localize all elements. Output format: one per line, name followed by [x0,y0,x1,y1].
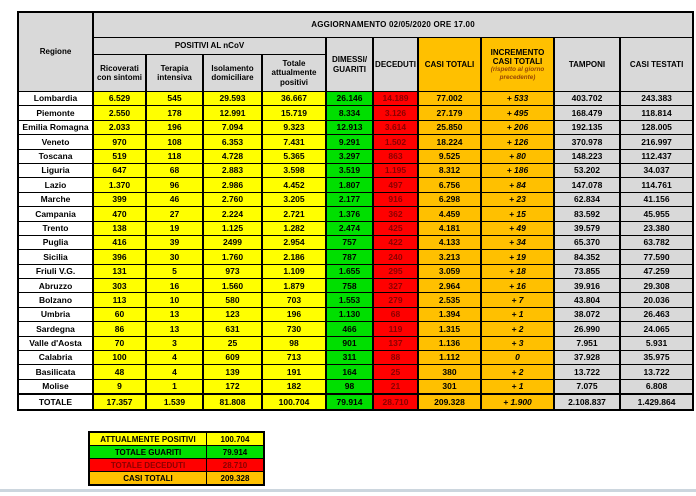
region-row [18,379,693,394]
cell-incremento: + 7 [481,293,554,307]
cell-casi-testati: 216.997 [620,135,693,149]
cell-terapia-intensiva: 27 [146,207,203,221]
cell-tamponi: 73.855 [554,264,620,278]
cell-incremento: + 533 [481,92,554,106]
region-row [18,250,693,264]
cell-deceduti: 362 [373,207,418,221]
cell-casi-testati: 29.308 [620,279,693,293]
cell-casi-totali: 2.964 [418,279,481,293]
cell-isolamento: 1.125 [203,221,262,235]
cell-terapia-intensiva: 178 [146,106,203,120]
region-row [18,178,693,192]
cell-incremento: + 3 [481,336,554,350]
cell-casi-totali: 77.002 [418,92,481,106]
cell-isolamento: 1.560 [203,279,262,293]
region-name: Toscana [18,149,93,163]
cell-terapia-intensiva: 39 [146,235,203,249]
cell-casi-testati: 5.931 [620,336,693,350]
cell-terapia-intensiva: 30 [146,250,203,264]
cell-isolamento: 123 [203,307,262,321]
cell-casi-totali: 27.179 [418,106,481,120]
cell-deceduti: 1.195 [373,163,418,177]
region-name: Trento [18,221,93,235]
legend-label: ATTUALMENTE POSITIVI [89,432,207,446]
cell-tamponi: 192.135 [554,120,620,134]
cell-dimessi-guariti: 2.474 [326,221,373,235]
cell-isolamento: 7.094 [203,120,262,134]
cell-totale-positivi: 2.186 [262,250,326,264]
cell-tamponi: 7.951 [554,336,620,350]
region-row [18,92,693,106]
cell-isolamento: 2.986 [203,178,262,192]
cell-totale-positivi: 3.205 [262,192,326,206]
cell-incremento: + 1.900 [481,394,554,409]
cell-ricoverati: 48 [93,365,146,379]
cell-ricoverati: 399 [93,192,146,206]
region-name: Valle d'Aosta [18,336,93,350]
cell-dimessi-guariti: 1.376 [326,207,373,221]
cell-dimessi-guariti: 1.807 [326,178,373,192]
cell-terapia-intensiva: 3 [146,336,203,350]
cell-incremento: + 18 [481,264,554,278]
legend-label: CASI TOTALI [89,472,207,486]
cell-deceduti: 425 [373,221,418,235]
cell-casi-testati: 114.761 [620,178,693,192]
region-name: Umbria [18,307,93,321]
region-row [18,279,693,293]
cell-isolamento: 2.883 [203,163,262,177]
cell-casi-testati: 20.036 [620,293,693,307]
region-name: Campania [18,207,93,221]
cell-terapia-intensiva: 1.539 [146,394,203,409]
region-name: Piemonte [18,106,93,120]
cell-casi-totali: 8.312 [418,163,481,177]
legend-label: TOTALE GUARITI [89,446,207,459]
cell-ricoverati: 86 [93,322,146,336]
region-name: Marche [18,192,93,206]
cell-deceduti: 497 [373,178,418,192]
cell-tamponi: 403.702 [554,92,620,106]
cell-casi-totali: 1.112 [418,351,481,365]
cell-deceduti: 3.614 [373,120,418,134]
cell-tamponi: 43.804 [554,293,620,307]
cell-tamponi: 39.579 [554,221,620,235]
region-name: Basilicata [18,365,93,379]
cell-deceduti: 21 [373,379,418,394]
cell-dimessi-guariti: 98 [326,379,373,394]
region-row [18,351,693,365]
cell-casi-testati: 45.955 [620,207,693,221]
region-row [18,149,693,163]
cell-totale-positivi: 15.719 [262,106,326,120]
region-name: Liguria [18,163,93,177]
cell-deceduti: 3.126 [373,106,418,120]
legend-row-attualmente-positivi [89,432,264,446]
cell-deceduti: 422 [373,235,418,249]
legend-value: 100.704 [207,432,265,446]
summary-legend [88,431,265,486]
cell-isolamento: 609 [203,351,262,365]
cell-ricoverati: 60 [93,307,146,321]
cell-dimessi-guariti: 466 [326,322,373,336]
cell-casi-testati: 34.037 [620,163,693,177]
legend-row-totale-guariti [89,446,264,459]
cell-isolamento: 2499 [203,235,262,249]
cell-ricoverati: 2.550 [93,106,146,120]
cell-deceduti: 295 [373,264,418,278]
region-row [18,293,693,307]
cell-tamponi: 148.223 [554,149,620,163]
region-row [18,322,693,336]
column-header-totale-positivi: Totale attualmente positivi [262,55,326,92]
region-name: Abruzzo [18,279,93,293]
cell-isolamento: 580 [203,293,262,307]
cell-terapia-intensiva: 5 [146,264,203,278]
cell-dimessi-guariti: 79.914 [326,394,373,409]
cell-terapia-intensiva: 108 [146,135,203,149]
cell-totale-positivi: 100.704 [262,394,326,409]
cell-dimessi-guariti: 311 [326,351,373,365]
cell-totale-positivi: 1.282 [262,221,326,235]
region-name: Veneto [18,135,93,149]
cell-ricoverati: 396 [93,250,146,264]
cell-ricoverati: 1.370 [93,178,146,192]
column-header-isolamento: Isolamento domiciliare [203,55,262,92]
cell-incremento: + 34 [481,235,554,249]
cell-terapia-intensiva: 13 [146,307,203,321]
cell-terapia-intensiva: 4 [146,365,203,379]
update-banner: AGGIORNAMENTO 02/05/2020 ORE 17.00 [93,12,693,38]
cell-tamponi: 38.072 [554,307,620,321]
cell-casi-testati: 23.380 [620,221,693,235]
cell-deceduti: 88 [373,351,418,365]
cell-totale-positivi: 1.109 [262,264,326,278]
region-name: Friuli V.G. [18,264,93,278]
cell-totale-positivi: 730 [262,322,326,336]
cell-casi-testati: 24.065 [620,322,693,336]
region-row [18,235,693,249]
cell-totale-positivi: 1.879 [262,279,326,293]
region-row [18,106,693,120]
cell-tamponi: 62.834 [554,192,620,206]
cell-dimessi-guariti: 1.130 [326,307,373,321]
cell-deceduti: 28.710 [373,394,418,409]
region-row [18,307,693,321]
cell-deceduti: 119 [373,322,418,336]
cell-casi-totali: 25.850 [418,120,481,134]
cell-casi-totali: 4.133 [418,235,481,249]
cell-ricoverati: 113 [93,293,146,307]
legend-value: 28.710 [207,459,265,472]
cell-totale-positivi: 713 [262,351,326,365]
cell-ricoverati: 303 [93,279,146,293]
cell-dimessi-guariti: 758 [326,279,373,293]
cell-deceduti: 863 [373,149,418,163]
cell-ricoverati: 2.033 [93,120,146,134]
cell-casi-totali: 1.136 [418,336,481,350]
cell-incremento: + 2 [481,365,554,379]
cell-casi-totali: 9.525 [418,149,481,163]
cell-totale-positivi: 2.954 [262,235,326,249]
column-header-ricoverati: Ricoverati con sintomi [93,55,146,92]
cell-incremento: + 80 [481,149,554,163]
cell-isolamento: 12.991 [203,106,262,120]
cell-dimessi-guariti: 8.334 [326,106,373,120]
region-name: TOTALE [18,394,93,409]
cell-dimessi-guariti: 12.913 [326,120,373,134]
region-row [18,221,693,235]
cell-casi-totali: 380 [418,365,481,379]
cell-terapia-intensiva: 545 [146,92,203,106]
cell-casi-testati: 243.383 [620,92,693,106]
legend-value: 79.914 [207,446,265,459]
cell-terapia-intensiva: 13 [146,322,203,336]
cell-totale-positivi: 2.721 [262,207,326,221]
cell-tamponi: 53.202 [554,163,620,177]
cell-casi-testati: 13.722 [620,365,693,379]
region-name: Calabria [18,351,93,365]
cell-ricoverati: 970 [93,135,146,149]
cell-incremento: + 16 [481,279,554,293]
cell-casi-testati: 112.437 [620,149,693,163]
cell-tamponi: 26.990 [554,322,620,336]
region-row [18,163,693,177]
cell-casi-totali: 1.315 [418,322,481,336]
cell-tamponi: 370.978 [554,135,620,149]
cell-totale-positivi: 4.452 [262,178,326,192]
legend-row-totale-deceduti [89,459,264,472]
column-header-deceduti: DECEDUTI [373,38,418,92]
cell-casi-totali: 209.328 [418,394,481,409]
column-header-tamponi: TAMPONI [554,38,620,92]
cell-incremento: + 206 [481,120,554,134]
cell-ricoverati: 647 [93,163,146,177]
cell-ricoverati: 17.357 [93,394,146,409]
cell-terapia-intensiva: 118 [146,149,203,163]
cell-totale-positivi: 9.323 [262,120,326,134]
cell-dimessi-guariti: 3.297 [326,149,373,163]
cell-casi-totali: 3.059 [418,264,481,278]
cell-deceduti: 68 [373,307,418,321]
cell-casi-testati: 1.429.864 [620,394,693,409]
column-header-terapia-intensiva: Terapia intensiva [146,55,203,92]
cell-incremento: + 1 [481,379,554,394]
cell-tamponi: 39.916 [554,279,620,293]
region-name: Sardegna [18,322,93,336]
cell-deceduti: 1.502 [373,135,418,149]
cell-deceduti: 916 [373,192,418,206]
region-row [18,264,693,278]
cell-totale-positivi: 5.365 [262,149,326,163]
cell-casi-totali: 2.535 [418,293,481,307]
cell-incremento: + 2 [481,322,554,336]
region-name: Lazio [18,178,93,192]
region-row [18,192,693,206]
column-header-casi-totali: CASI TOTALI [418,38,481,92]
cell-tamponi: 7.075 [554,379,620,394]
region-row [18,336,693,350]
covid-regions-table [17,11,694,411]
cell-isolamento: 973 [203,264,262,278]
cell-incremento: + 15 [481,207,554,221]
cell-terapia-intensiva: 4 [146,351,203,365]
cell-tamponi: 13.722 [554,365,620,379]
cell-terapia-intensiva: 68 [146,163,203,177]
cell-casi-testati: 6.808 [620,379,693,394]
cell-incremento: + 49 [481,221,554,235]
page-bottom-divider [0,489,696,492]
cell-casi-totali: 4.459 [418,207,481,221]
cell-casi-totali: 1.394 [418,307,481,321]
cell-deceduti: 240 [373,250,418,264]
cell-dimessi-guariti: 787 [326,250,373,264]
region-row [18,120,693,134]
cell-deceduti: 137 [373,336,418,350]
cell-ricoverati: 6.529 [93,92,146,106]
incremento-header-note: (rispetto al giorno precedente) [490,66,545,81]
cell-incremento: 0 [481,351,554,365]
cell-tamponi: 83.592 [554,207,620,221]
region-name: Lombardia [18,92,93,106]
cell-totale-positivi: 191 [262,365,326,379]
cell-dimessi-guariti: 901 [326,336,373,350]
cell-casi-totali: 301 [418,379,481,394]
column-header-regione: Regione [18,12,93,92]
cell-tamponi: 2.108.837 [554,394,620,409]
cell-ricoverati: 100 [93,351,146,365]
cell-totale-positivi: 98 [262,336,326,350]
cell-dimessi-guariti: 757 [326,235,373,249]
region-row [18,207,693,221]
cell-deceduti: 327 [373,279,418,293]
cell-totale-positivi: 703 [262,293,326,307]
cell-ricoverati: 9 [93,379,146,394]
cell-terapia-intensiva: 196 [146,120,203,134]
cell-isolamento: 81.808 [203,394,262,409]
region-row [18,365,693,379]
cell-totale-positivi: 7.431 [262,135,326,149]
cell-totale-positivi: 3.598 [262,163,326,177]
legend-row-casi-totali [89,472,264,486]
cell-dimessi-guariti: 1.655 [326,264,373,278]
cell-tamponi: 37.928 [554,351,620,365]
column-header-casi-testati: CASI TESTATI [620,38,693,92]
region-name: Sicilia [18,250,93,264]
cell-terapia-intensiva: 10 [146,293,203,307]
cell-totale-positivi: 182 [262,379,326,394]
cell-casi-totali: 6.298 [418,192,481,206]
cell-totale-positivi: 196 [262,307,326,321]
cell-isolamento: 4.728 [203,149,262,163]
region-name: Bolzano [18,293,93,307]
incremento-header-label: INCREMENTO CASI TOTALI [490,48,545,67]
cell-terapia-intensiva: 46 [146,192,203,206]
cell-dimessi-guariti: 3.519 [326,163,373,177]
column-header-incremento [481,38,554,92]
cell-casi-testati: 47.259 [620,264,693,278]
cell-tamponi: 168.479 [554,106,620,120]
cell-tamponi: 65.370 [554,235,620,249]
cell-tamponi: 84.352 [554,250,620,264]
cell-incremento: + 84 [481,178,554,192]
cell-ricoverati: 416 [93,235,146,249]
group-header-positivi: POSITIVI AL nCoV [93,38,326,55]
region-name: Molise [18,379,93,394]
legend-label: TOTALE DECEDUTI [89,459,207,472]
cell-casi-testati: 35.975 [620,351,693,365]
legend-value: 209.328 [207,472,265,486]
cell-terapia-intensiva: 19 [146,221,203,235]
cell-incremento: + 186 [481,163,554,177]
cell-terapia-intensiva: 1 [146,379,203,394]
region-name: Puglia [18,235,93,249]
cell-isolamento: 1.760 [203,250,262,264]
cell-deceduti: 14.189 [373,92,418,106]
cell-casi-totali: 6.756 [418,178,481,192]
cell-terapia-intensiva: 16 [146,279,203,293]
cell-casi-testati: 26.463 [620,307,693,321]
region-name: Emilia Romagna [18,120,93,134]
cell-deceduti: 279 [373,293,418,307]
cell-casi-testati: 63.782 [620,235,693,249]
cell-ricoverati: 470 [93,207,146,221]
cell-casi-testati: 128.005 [620,120,693,134]
column-header-dimessi-guariti: DIMESSI/ GUARITI [326,38,373,92]
cell-casi-totali: 4.181 [418,221,481,235]
cell-ricoverati: 138 [93,221,146,235]
cell-ricoverati: 131 [93,264,146,278]
region-row [18,135,693,149]
cell-isolamento: 25 [203,336,262,350]
cell-deceduti: 25 [373,365,418,379]
cell-ricoverati: 519 [93,149,146,163]
cell-dimessi-guariti: 164 [326,365,373,379]
cell-casi-testati: 77.590 [620,250,693,264]
cell-ricoverati: 70 [93,336,146,350]
cell-terapia-intensiva: 96 [146,178,203,192]
cell-isolamento: 2.224 [203,207,262,221]
cell-isolamento: 172 [203,379,262,394]
total-row [18,394,693,409]
cell-casi-totali: 3.213 [418,250,481,264]
cell-casi-testati: 118.814 [620,106,693,120]
cell-casi-testati: 41.156 [620,192,693,206]
cell-dimessi-guariti: 9.291 [326,135,373,149]
cell-isolamento: 6.353 [203,135,262,149]
cell-incremento: + 126 [481,135,554,149]
cell-dimessi-guariti: 1.553 [326,293,373,307]
cell-dimessi-guariti: 2.177 [326,192,373,206]
cell-isolamento: 2.760 [203,192,262,206]
cell-incremento: + 1 [481,307,554,321]
cell-incremento: + 495 [481,106,554,120]
cell-incremento: + 23 [481,192,554,206]
cell-casi-totali: 18.224 [418,135,481,149]
cell-tamponi: 147.078 [554,178,620,192]
cell-isolamento: 631 [203,322,262,336]
cell-isolamento: 139 [203,365,262,379]
cell-dimessi-guariti: 26.146 [326,92,373,106]
cell-isolamento: 29.593 [203,92,262,106]
cell-incremento: + 19 [481,250,554,264]
cell-totale-positivi: 36.667 [262,92,326,106]
